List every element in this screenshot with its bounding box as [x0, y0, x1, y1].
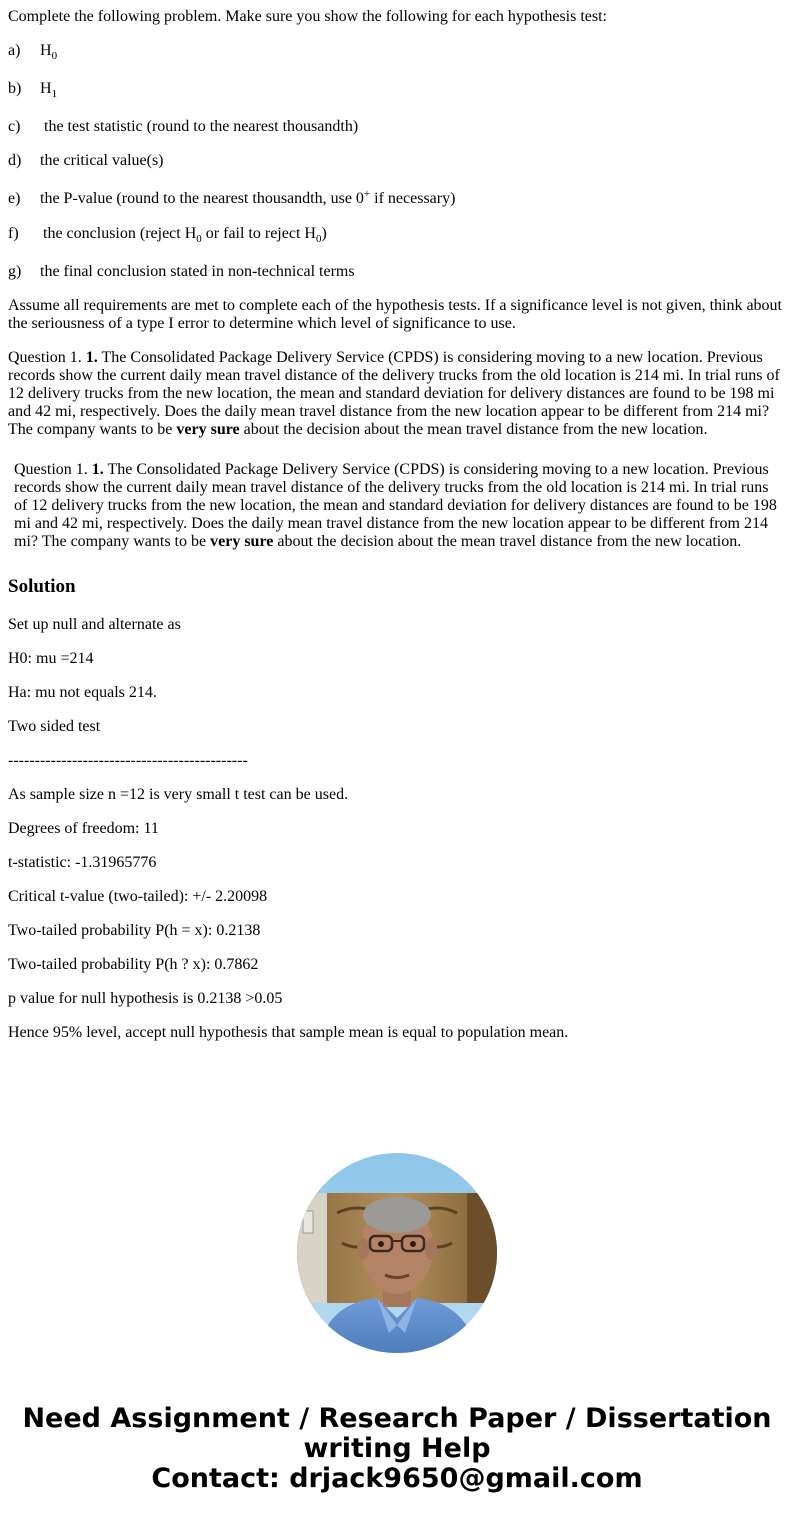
question-emphasis: very sure: [176, 421, 240, 438]
item-label: f): [8, 225, 19, 242]
solution-heading: Solution: [8, 576, 76, 597]
solution-line: Set up null and alternate as: [8, 616, 181, 633]
item-b: [8, 80, 57, 98]
item-f: [8, 225, 327, 243]
item-text: [40, 190, 455, 207]
solution-line: Two-tailed probability P(h = x): 0.2138: [8, 922, 261, 939]
item-g: [8, 263, 355, 281]
item-text: the critical value(s): [40, 152, 164, 169]
subscript: 0: [51, 50, 58, 62]
assumption-paragraph: Assume all requirements are met to complete each of the hypothesis tests. If a significance level is not given, think about the seriousness of a type I error to determine which level of significance to use.: [8, 297, 782, 332]
item-label: e): [8, 190, 21, 207]
solution-divider: ---------------------------------------------: [8, 752, 248, 769]
item-label: g): [8, 263, 22, 280]
solution-line: H0: mu =214: [8, 650, 94, 667]
item-text-part: the conclusion (reject H: [43, 225, 197, 242]
item-text: [43, 225, 327, 245]
item-text-part: or fail to reject H: [201, 225, 316, 242]
h-symbol: H: [40, 42, 52, 59]
solution-line: t-statistic: -1.31965776: [8, 854, 157, 871]
instructions-intro: Complete the following problem. Make sure you show the following for each hypothesis test:: [8, 8, 607, 25]
subscript: 1: [51, 88, 58, 100]
item-text: [40, 80, 58, 100]
question-paragraph-repeat: [14, 461, 780, 551]
h-symbol: H: [40, 80, 52, 97]
solution-line: Two sided test: [8, 718, 101, 735]
solution-line: Critical t-value (two-tailed): +/- 2.20098: [8, 888, 268, 905]
subscript: 0: [315, 233, 322, 245]
item-e: [8, 190, 455, 208]
subscript: 0: [196, 233, 202, 245]
question-emphasis: very sure: [210, 533, 274, 550]
item-label: c): [8, 118, 21, 135]
item-text: the test statistic (round to the nearest thousandth): [44, 118, 359, 135]
solution-line: Hence 95% level, accept null hypothesis that sample mean is equal to population mean.: [8, 1024, 569, 1041]
question-tail: about the decision about the mean travel distance from the new location.: [239, 421, 708, 438]
question-prefix: Question 1.: [14, 461, 92, 478]
solution-line: Ha: mu not equals 214.: [8, 684, 157, 701]
solution-line: As sample size n =12 is very small t test can be used.: [8, 786, 349, 803]
item-d: [8, 152, 164, 170]
superscript: +: [363, 188, 371, 200]
solution-line: Two-tailed probability P(h ? x): 0.7862: [8, 956, 259, 973]
banner-line: Need Assignment / Research Paper / Dissertation: [22, 1403, 772, 1434]
banner-line: writing Help: [303, 1433, 491, 1464]
item-label: d): [8, 152, 22, 169]
question-tail: about the decision about the mean travel distance from the new location.: [273, 533, 742, 550]
question-body: The Consolidated Package Delivery Service (CPDS) is considering moving to a new location. Previous records show the current daily mean travel distance of the delivery trucks from the old location is 214 mi. In trial runs of 12 delivery trucks from the new location, the mean and standard deviation for delivery distances are found to be 198 mi and 42 mi, respectively. Does the daily mean travel distance from the new location appear to be different from 214 mi? The company wants to be: [14, 461, 777, 550]
solution-line: p value for null hypothesis is 0.2138 >0.05: [8, 990, 283, 1007]
avatar: [297, 1153, 497, 1353]
question-number: 1.: [91, 461, 104, 478]
item-label: b): [8, 80, 22, 97]
item-text: [40, 42, 58, 62]
question-prefix: Question 1.: [8, 349, 86, 366]
contact-banner: [0, 1404, 794, 1494]
question-body: The Consolidated Package Delivery Service (CPDS) is considering moving to a new location. Previous records show the current daily mean travel distance of the delivery trucks from the old location is 214 mi. In trial runs of 12 delivery trucks from the new location, the mean and standard deviation for delivery distances are found to be 198 mi and 42 mi, respectively. Does the daily mean travel distance from the new location appear to be different from 214 mi? The company wants to be: [8, 349, 780, 438]
contact-email-line: Contact: drjack9650@gmail.com: [151, 1463, 643, 1494]
item-text-part: if necessary): [370, 190, 456, 207]
item-text-part: the P-value (round to the nearest thousandth, use 0: [40, 190, 364, 207]
portrait-illustration: [297, 1153, 497, 1353]
item-text: the final conclusion stated in non-technical terms: [40, 263, 355, 280]
solution-line: Degrees of freedom: 11: [8, 820, 159, 837]
question-number: 1.: [85, 349, 98, 366]
question-paragraph: [8, 349, 782, 439]
item-label: a): [8, 42, 21, 59]
item-a: [8, 42, 57, 60]
item-text-part: ): [321, 225, 327, 242]
item-c: [8, 118, 358, 136]
